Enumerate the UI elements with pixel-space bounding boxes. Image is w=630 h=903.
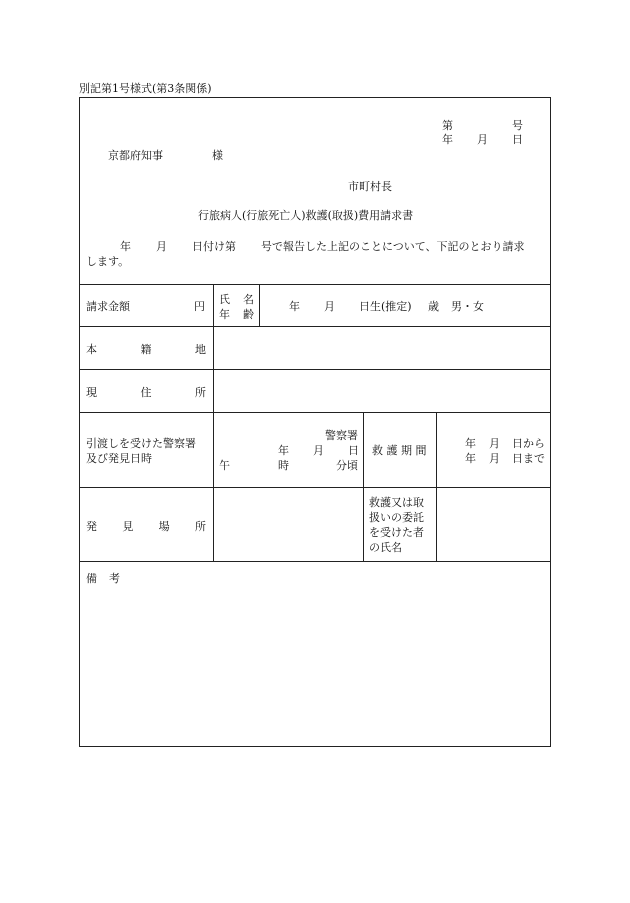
row-divider	[79, 326, 551, 327]
place-char: 見	[122, 520, 134, 533]
to-month: 月	[489, 452, 500, 465]
column-divider	[259, 284, 260, 326]
sex-choice: 男・女	[451, 300, 484, 313]
place-char: 所	[194, 520, 206, 533]
intro-month: 月	[156, 240, 167, 253]
from-month: 月	[489, 437, 500, 450]
police-label-line2: 及び発見日時	[86, 452, 152, 465]
form-frame	[79, 97, 551, 747]
domicile-label	[86, 341, 206, 357]
age-label-2: 齢	[243, 308, 254, 321]
column-divider	[436, 412, 437, 561]
remarks-label-2: 考	[109, 572, 120, 585]
date-month: 月	[477, 133, 488, 146]
age-unit: 歳	[428, 300, 439, 313]
care-period-label: 救 護 期 間	[372, 444, 427, 457]
address-label	[86, 384, 206, 400]
birth-month: 月	[324, 300, 335, 313]
domicile-char: 籍	[140, 343, 152, 356]
row-divider	[79, 284, 551, 285]
number-suffix: 号	[512, 119, 523, 132]
date-day: 日	[512, 133, 523, 146]
domicile-char: 本	[86, 343, 97, 356]
honorific: 様	[212, 149, 223, 162]
contractor-label-line4: の氏名	[369, 541, 402, 554]
place-label	[86, 518, 206, 534]
row-divider	[79, 412, 551, 413]
amount-label: 請求金額	[86, 300, 130, 313]
sender: 市町村長	[348, 180, 392, 193]
birth-estimated: 日生(推定)	[359, 300, 412, 313]
addressee: 京都府知事	[108, 149, 163, 162]
found-minute: 分頃	[336, 459, 358, 472]
name-label-1: 氏	[219, 293, 230, 306]
to-year: 年	[465, 452, 476, 465]
contractor-label-line2: 扱いの委託	[369, 511, 424, 524]
intro-dated: 日付け第	[192, 240, 236, 253]
from-day: 日から	[512, 437, 545, 450]
form-label: 別記第1号様式(第3条関係)	[79, 82, 212, 95]
number-prefix: 第	[442, 119, 453, 132]
place-char: 発	[86, 520, 97, 533]
page-title: 行旅病人(行旅死亡人)救護(取扱)費用請求書	[198, 209, 414, 222]
found-day: 日	[348, 444, 359, 457]
found-year: 年	[278, 444, 289, 457]
date-year: 年	[442, 133, 453, 146]
police-label-line1: 引渡しを受けた警察署	[86, 437, 196, 450]
intro-year: 年	[120, 240, 131, 253]
from-year: 年	[465, 437, 476, 450]
birth-year: 年	[289, 300, 300, 313]
police-station: 警察署	[325, 429, 358, 442]
found-hour: 時	[278, 459, 289, 472]
place-char: 場	[158, 520, 170, 533]
domicile-char: 地	[195, 343, 206, 356]
address-char: 住	[140, 386, 152, 399]
remarks-label-1: 備	[86, 572, 97, 585]
row-divider	[79, 487, 551, 488]
address-char: 現	[86, 386, 97, 399]
to-day: 日まで	[512, 452, 545, 465]
address-char: 所	[195, 386, 206, 399]
intro-text: 号で報告した上記のことについて、下記のとおり請求	[261, 240, 525, 253]
name-label-2: 名	[243, 293, 254, 306]
intro-text-continued: します。	[86, 255, 130, 268]
yen-unit: 円	[194, 300, 205, 313]
found-ampm: 午	[219, 459, 230, 472]
age-label-1: 年	[219, 308, 230, 321]
found-month: 月	[313, 444, 324, 457]
row-divider	[79, 369, 551, 370]
column-divider	[213, 284, 214, 561]
row-divider	[79, 561, 551, 562]
contractor-label-line3: を受けた者	[369, 526, 424, 539]
contractor-label-line1: 救護又は取	[369, 496, 424, 509]
column-divider	[363, 412, 364, 561]
